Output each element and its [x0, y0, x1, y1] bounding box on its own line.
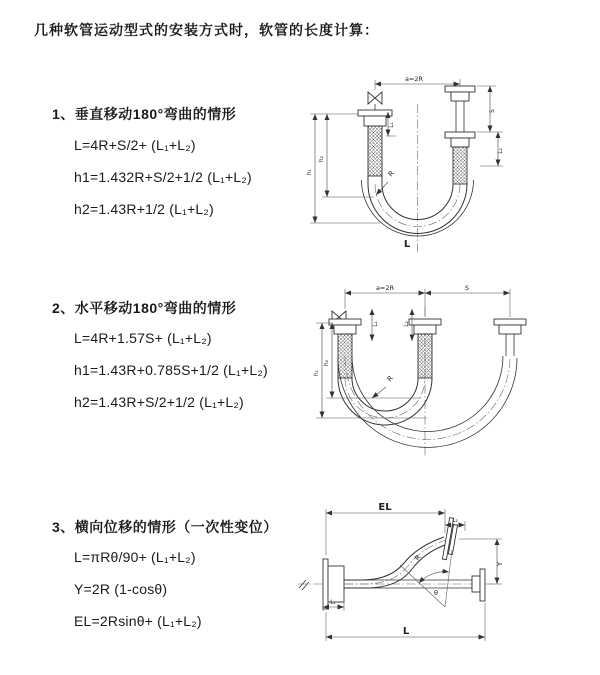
section-2-heading: 2、水平移动180°弯曲的情形	[52, 300, 237, 316]
pipe	[506, 334, 514, 356]
hose-wall	[368, 176, 382, 184]
braided-hose	[453, 147, 467, 184]
flange	[329, 319, 361, 325]
flange	[409, 319, 441, 325]
formula-line: h1=1.432R+S/2+1/2 (L₁+L₂)	[74, 169, 252, 185]
flange	[323, 559, 328, 609]
label-l1: L₁	[373, 321, 379, 327]
angle-arc	[419, 572, 449, 583]
label-stroke-s: S	[464, 284, 470, 292]
axis-break-mark	[299, 580, 309, 590]
label-radius: R	[413, 553, 423, 563]
formula-line: L=πRθ/90+ (L₁+L₂)	[74, 549, 196, 565]
extension-line	[316, 323, 427, 418]
diagram-horizontal-180-bend	[306, 283, 552, 461]
flange	[328, 566, 344, 602]
label-h2: h₂	[319, 156, 325, 162]
label-theta: θ	[434, 589, 438, 597]
hose-wall	[344, 544, 448, 588]
section-1-heading: 1、垂直移动180°弯曲的情形	[52, 106, 237, 122]
flange	[499, 325, 521, 334]
label-h1: h₁	[314, 370, 320, 376]
label-el: EL	[378, 502, 392, 513]
radius-leader	[372, 387, 386, 398]
formula-line: L=4R+S/2+ (L₁+L₂)	[74, 137, 196, 153]
label-length: L	[402, 626, 410, 637]
section-3-heading: 3、横向位移的情形（一次性变位）	[52, 519, 278, 535]
flange	[334, 325, 356, 334]
label-y-offset: Y	[496, 561, 504, 567]
label-h1: h₁	[307, 169, 313, 175]
flange	[480, 569, 485, 601]
flange	[451, 92, 469, 101]
label-h2: h₂	[324, 360, 330, 366]
braided-hose	[368, 126, 382, 176]
extension-line	[326, 509, 445, 555]
hose-wall	[344, 537, 444, 580]
valve-icon	[368, 92, 382, 104]
formula-line: h1=1.43R+0.785S+1/2 (L₁+L₂)	[74, 362, 268, 378]
diagram-vertical-180-bend	[300, 66, 540, 264]
diagram-3-svg	[296, 497, 594, 655]
formula-line: h2=1.43R+S/2+1/2 (L₁+L₂)	[74, 394, 244, 410]
label-l2: L₂	[404, 321, 410, 327]
label-span-a2r: a=2R	[404, 75, 424, 83]
label-radius: R	[386, 169, 396, 179]
diagram-1-svg	[300, 66, 540, 264]
flange	[445, 86, 475, 92]
braided-hose	[418, 334, 432, 378]
diagram-lateral-displacement	[296, 497, 594, 655]
label-l2: L₂	[498, 148, 504, 154]
flange	[451, 138, 469, 147]
formula-line: h2=1.43R+1/2 (L₁+L₂)	[74, 201, 214, 217]
flange	[364, 116, 386, 126]
formula-line: EL=2Rsinθ+ (L₁+L₂)	[74, 613, 202, 629]
flange	[414, 325, 436, 334]
braided-hose	[338, 334, 352, 378]
formula-line: Y=2R (1-cosθ)	[74, 581, 168, 597]
flange	[494, 319, 526, 325]
label-span-a2r: a=2R	[375, 284, 395, 292]
label-length: L	[403, 239, 411, 250]
label-l2: L₂	[452, 518, 458, 524]
flange	[472, 576, 480, 592]
flange	[445, 132, 475, 138]
label-stroke-s: S	[490, 109, 496, 113]
pipe	[456, 101, 464, 132]
label-radius: R	[385, 374, 395, 384]
label-l1: L₁	[389, 122, 395, 128]
page-title: 几种软管运动型式的安装方式时，软管的长度计算：	[34, 22, 379, 38]
hose-centerline	[344, 540, 446, 584]
diagram-2-svg	[306, 283, 552, 461]
formula-line: L=4R+1.57S+ (L₁+L₂)	[74, 330, 212, 346]
label-l1: L₁	[330, 600, 336, 606]
flange	[358, 110, 392, 116]
